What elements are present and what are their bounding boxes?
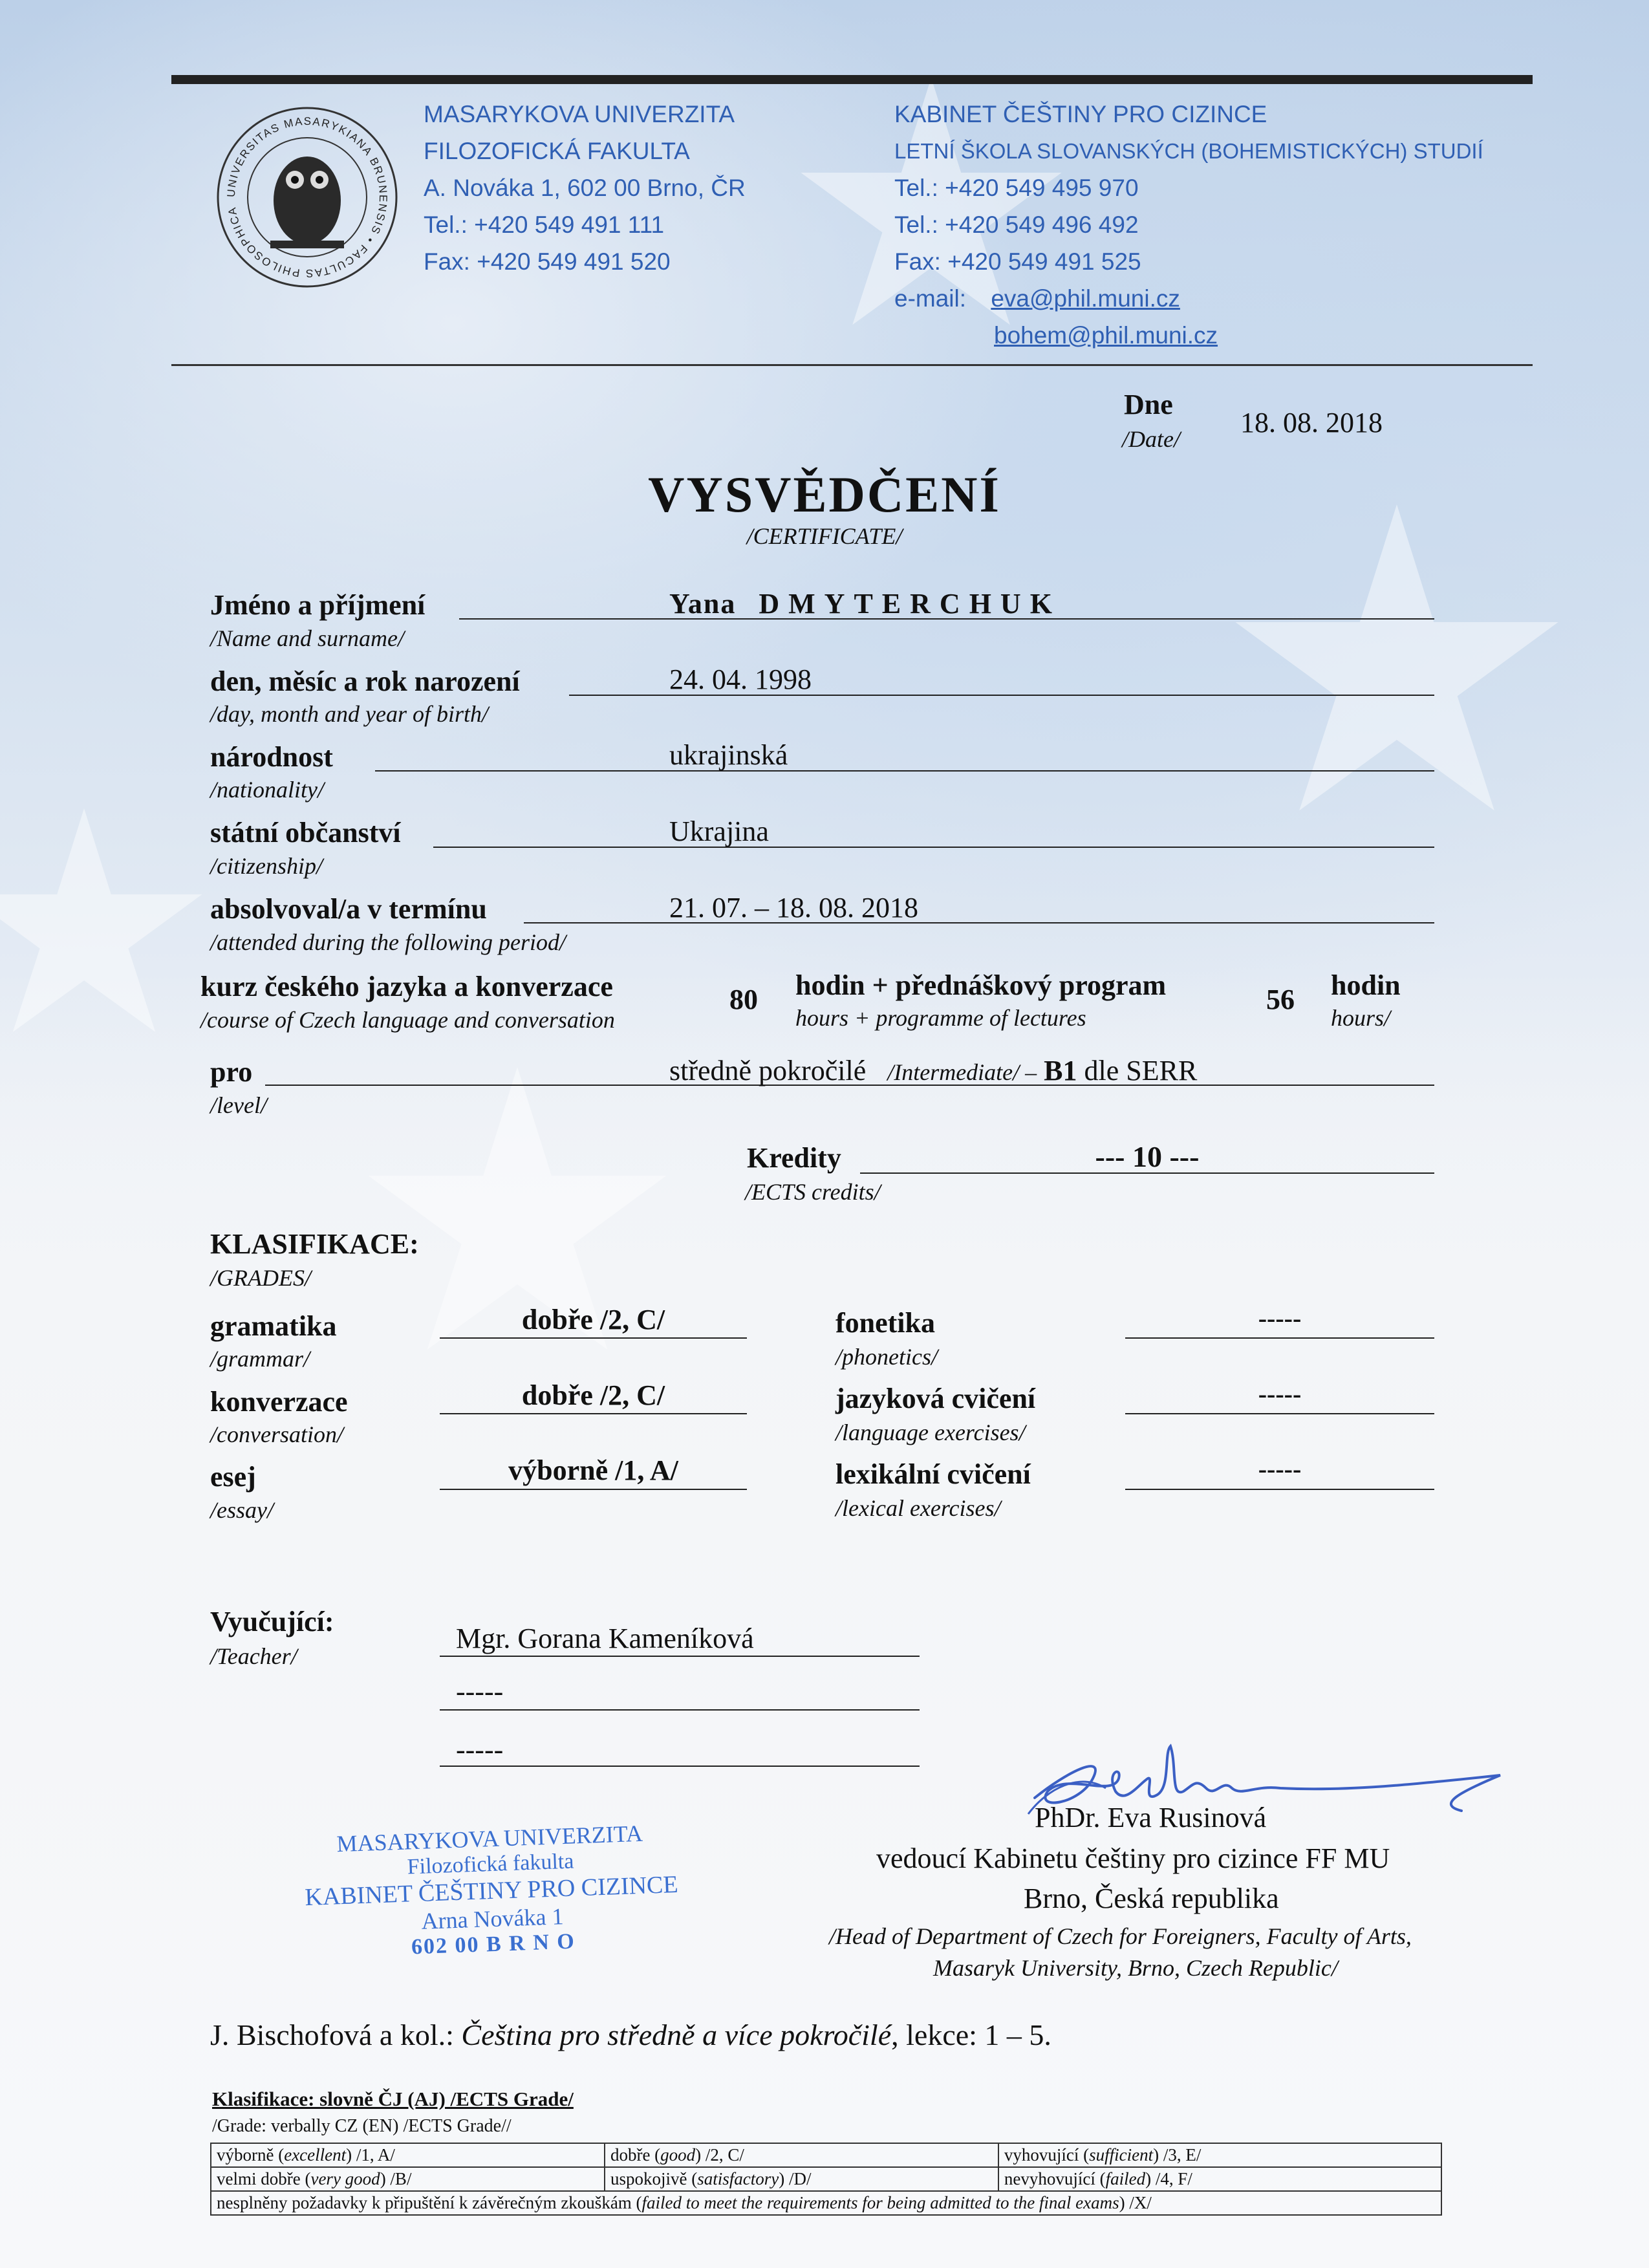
teacher-label-en: /Teacher/ — [210, 1643, 297, 1669]
cabinet-email-row-2 — [894, 317, 1483, 354]
birth-date-label: den, měsíc a rok narození — [210, 665, 520, 697]
grading-scale-subheading: /Grade: verbally CZ (EN) /ECTS Grade// — [212, 2116, 512, 2136]
document-title-en: /CERTIFICATE/ — [746, 523, 903, 549]
grade-language-exercises-label-en: /language exercises/ — [835, 1420, 1026, 1445]
university-address: A. Nováka 1, 602 00 Brno, ČR — [424, 175, 746, 201]
stamp-university: MASARYKOVA UNIVERZITA — [336, 1820, 643, 1857]
period-value: 21. 07. – 18. 08. 2018 — [669, 892, 918, 923]
cabinet-contact-block — [894, 96, 1483, 354]
signatory-name: PhDr. Eva Rusinová — [1035, 1802, 1267, 1833]
first-name: Yana — [669, 588, 737, 620]
grade-grammar-label-en: /grammar/ — [210, 1346, 310, 1372]
table-cell: výborně (excellent) /1, A/ — [211, 2143, 605, 2167]
teacher-name-2: ----- — [456, 1676, 504, 1707]
nationality-label-en: /nationality/ — [210, 777, 324, 803]
signatory-role: vedoucí Kabinetu češtiny pro cizince FF MU — [876, 1842, 1390, 1874]
cabinet-name: KABINET ČEŠTINY PRO CIZINCE — [894, 101, 1267, 127]
textbook-title: Čeština pro středně a více pokročilé — [461, 2018, 892, 2051]
stamp-street: Arna Nováka 1 — [420, 1903, 565, 1934]
birth-date-value: 24. 04. 1998 — [669, 664, 812, 695]
teacher-underline-2 — [440, 1709, 920, 1711]
citizenship-underline — [433, 847, 1434, 848]
faculty-name: FILOZOFICKÁ FAKULTA — [424, 138, 690, 164]
teacher-name-3: ----- — [456, 1734, 504, 1766]
grade-conversation-underline — [440, 1413, 747, 1414]
summer-school-name: LETNÍ ŠKOLA SLOVANSKÝCH (BOHEMISTICKÝCH) STUDIÍ — [894, 139, 1483, 163]
university-seal-logo — [213, 103, 401, 291]
birth-date-label-en: /day, month and year of birth/ — [210, 701, 488, 727]
citizenship-value: Ukrajina — [669, 815, 769, 847]
hours-label: hodin — [1331, 969, 1401, 1001]
cabinet-fax: Fax: +420 549 491 525 — [894, 248, 1141, 275]
period-underline — [524, 922, 1434, 923]
grade-conversation-label-en: /conversation/ — [210, 1421, 343, 1447]
signatory-role-en-line-2: Masaryk University, Brno, Czech Republic/ — [933, 1955, 1338, 1981]
grade-essay-label: esej — [210, 1461, 256, 1493]
lecture-hours-value: 56 — [1266, 984, 1295, 1015]
grade-grammar-underline — [440, 1337, 747, 1339]
signatory-place: Brno, Česká republika — [1024, 1883, 1279, 1914]
level-cz: středně pokročilé — [669, 1055, 867, 1086]
grade-lexical-exercises-label-en: /lexical exercises/ — [835, 1495, 1001, 1521]
stamp-city: 602 00 B R N O — [411, 1929, 576, 1960]
citizenship-label-en: /citizenship/ — [210, 853, 323, 879]
name-value — [669, 587, 1061, 620]
grade-phonetics-label: fonetika — [835, 1307, 935, 1339]
period-label-en: /attended during the following period/ — [210, 929, 566, 955]
grading-scale-heading: Klasifikace: slovně ČJ (AJ) /ECTS Grade/ — [212, 2088, 574, 2110]
email-link-eva[interactable]: eva@phil.muni.cz — [991, 285, 1180, 312]
surname: DMYTERCHUK — [759, 588, 1061, 620]
lecture-program-label-en: hours + programme of lectures — [795, 1005, 1086, 1031]
email-link-bohem[interactable]: bohem@phil.muni.cz — [994, 322, 1218, 349]
date-label-en: /Date/ — [1122, 426, 1180, 452]
grades-heading-en: /GRADES/ — [210, 1265, 311, 1291]
period-label: absolvoval/a v termínu — [210, 893, 487, 925]
stamp-cabinet: KABINET ČEŠTINY PRO CIZINCE — [304, 1870, 679, 1912]
level-label: pro — [210, 1056, 253, 1088]
nationality-value: ukrajinská — [669, 739, 788, 771]
grading-scale-table — [210, 2143, 1442, 2216]
email-label: e-mail: — [894, 285, 967, 312]
date-value: 18. 08. 2018 — [1240, 407, 1383, 438]
teacher-underline-1 — [440, 1656, 920, 1657]
grade-phonetics-underline — [1125, 1337, 1434, 1339]
teacher-underline-3 — [440, 1766, 920, 1767]
cabinet-email-row — [894, 280, 1483, 317]
table-cell: velmi dobře (very good) /B/ — [211, 2167, 605, 2191]
seal-ring-text: UNIVERSITAS MASARYKIANA BRUNENSIS • FACULTAS PHILOSOPHICA — [224, 114, 390, 280]
grade-conversation-label: konverzace — [210, 1386, 348, 1418]
flag-star-decoration — [1229, 504, 1565, 841]
stamp-faculty: Filozofická fakulta — [407, 1849, 574, 1879]
grade-essay-underline — [440, 1489, 747, 1490]
university-phone: Tel.: +420 549 491 111 — [424, 211, 665, 238]
textbook-authors: J. Bischofová a kol.: — [210, 2018, 454, 2051]
grade-conversation-value: dobře /2, C/ — [521, 1379, 665, 1411]
grade-grammar-label: gramatika — [210, 1310, 337, 1342]
textbook-reference — [210, 2018, 1051, 2052]
credits-value: --- 10 --- — [1095, 1140, 1200, 1173]
grade-essay-value: výborně /1, A/ — [508, 1454, 678, 1486]
document-title: VYSVĚDČENÍ — [648, 466, 1001, 523]
hours-label-en: hours/ — [1331, 1005, 1391, 1031]
credits-label: Kredity — [747, 1142, 841, 1174]
level-value — [669, 1054, 1197, 1087]
name-label: Jméno a příjmení — [210, 589, 426, 621]
grades-heading: KLASIFIKACE: — [210, 1228, 419, 1260]
table-cell: vyhovující (sufficient) /3, E/ — [998, 2143, 1441, 2167]
university-name: MASARYKOVA UNIVERZITA — [424, 101, 735, 127]
grade-phonetics-label-en: /phonetics/ — [835, 1344, 938, 1370]
table-cell: nevyhovující (failed) /4, F/ — [998, 2167, 1441, 2191]
course-label: kurz českého jazyka a konverzace — [200, 971, 613, 1002]
level-en: /Intermediate/ – — [887, 1059, 1037, 1085]
signatory-role-en-line-1: /Head of Department of Czech for Foreigners, Faculty of Arts, — [829, 1923, 1412, 1949]
level-framework: dle SERR — [1084, 1055, 1198, 1086]
date-label: Dne — [1124, 389, 1173, 420]
level-label-en: /level/ — [210, 1092, 267, 1118]
university-address-block — [424, 96, 746, 280]
university-fax: Fax: +420 549 491 520 — [424, 248, 671, 275]
grade-language-exercises-underline — [1125, 1413, 1434, 1414]
citizenship-label: státní občanství — [210, 817, 401, 848]
header-divider — [171, 364, 1533, 366]
official-stamp — [283, 1818, 701, 1964]
grade-grammar-value: dobře /2, C/ — [521, 1304, 665, 1335]
table-cell: uspokojivě (satisfactory) /D/ — [605, 2167, 998, 2191]
table-row — [211, 2191, 1441, 2215]
header-top-bar — [171, 75, 1533, 84]
grade-lexical-exercises-value: ----- — [1258, 1454, 1302, 1484]
grade-language-exercises-value: ----- — [1258, 1379, 1302, 1409]
nationality-underline — [375, 770, 1434, 772]
grade-essay-label-en: /essay/ — [210, 1497, 274, 1523]
flag-star-decoration — [0, 808, 207, 1054]
grade-lexical-exercises-label: lexikální cvičení — [835, 1458, 1031, 1490]
grade-phonetics-value: ----- — [1258, 1304, 1302, 1333]
grade-lexical-exercises-underline — [1125, 1489, 1434, 1490]
table-row — [211, 2143, 1441, 2167]
grade-language-exercises-label: jazyková cvičení — [835, 1383, 1036, 1414]
teacher-name-1: Mgr. Gorana Kameníková — [456, 1623, 754, 1654]
level-code: B1 — [1044, 1055, 1077, 1086]
teacher-label: Vyučující: — [210, 1606, 334, 1637]
name-label-en: /Name and surname/ — [210, 625, 404, 651]
table-row — [211, 2167, 1441, 2191]
course-label-en: /course of Czech language and conversation — [200, 1007, 615, 1033]
nationality-label: národnost — [210, 741, 333, 773]
table-cell: nesplněny požadavky k připuštění k závěrečným zkouškám (failed to meet the requirements for being admitted to the final exams) /X/ — [211, 2191, 1441, 2215]
lecture-program-label: hodin + přednáškový program — [795, 969, 1167, 1001]
table-cell: dobře (good) /2, C/ — [605, 2143, 998, 2167]
textbook-lessons: , lekce: 1 – 5. — [891, 2018, 1051, 2051]
cabinet-phone-2: Tel.: +420 549 496 492 — [894, 211, 1139, 238]
credits-label-en: /ECTS credits/ — [745, 1179, 881, 1205]
cabinet-phone-1: Tel.: +420 549 495 970 — [894, 175, 1139, 201]
course-hours-value: 80 — [729, 984, 758, 1015]
